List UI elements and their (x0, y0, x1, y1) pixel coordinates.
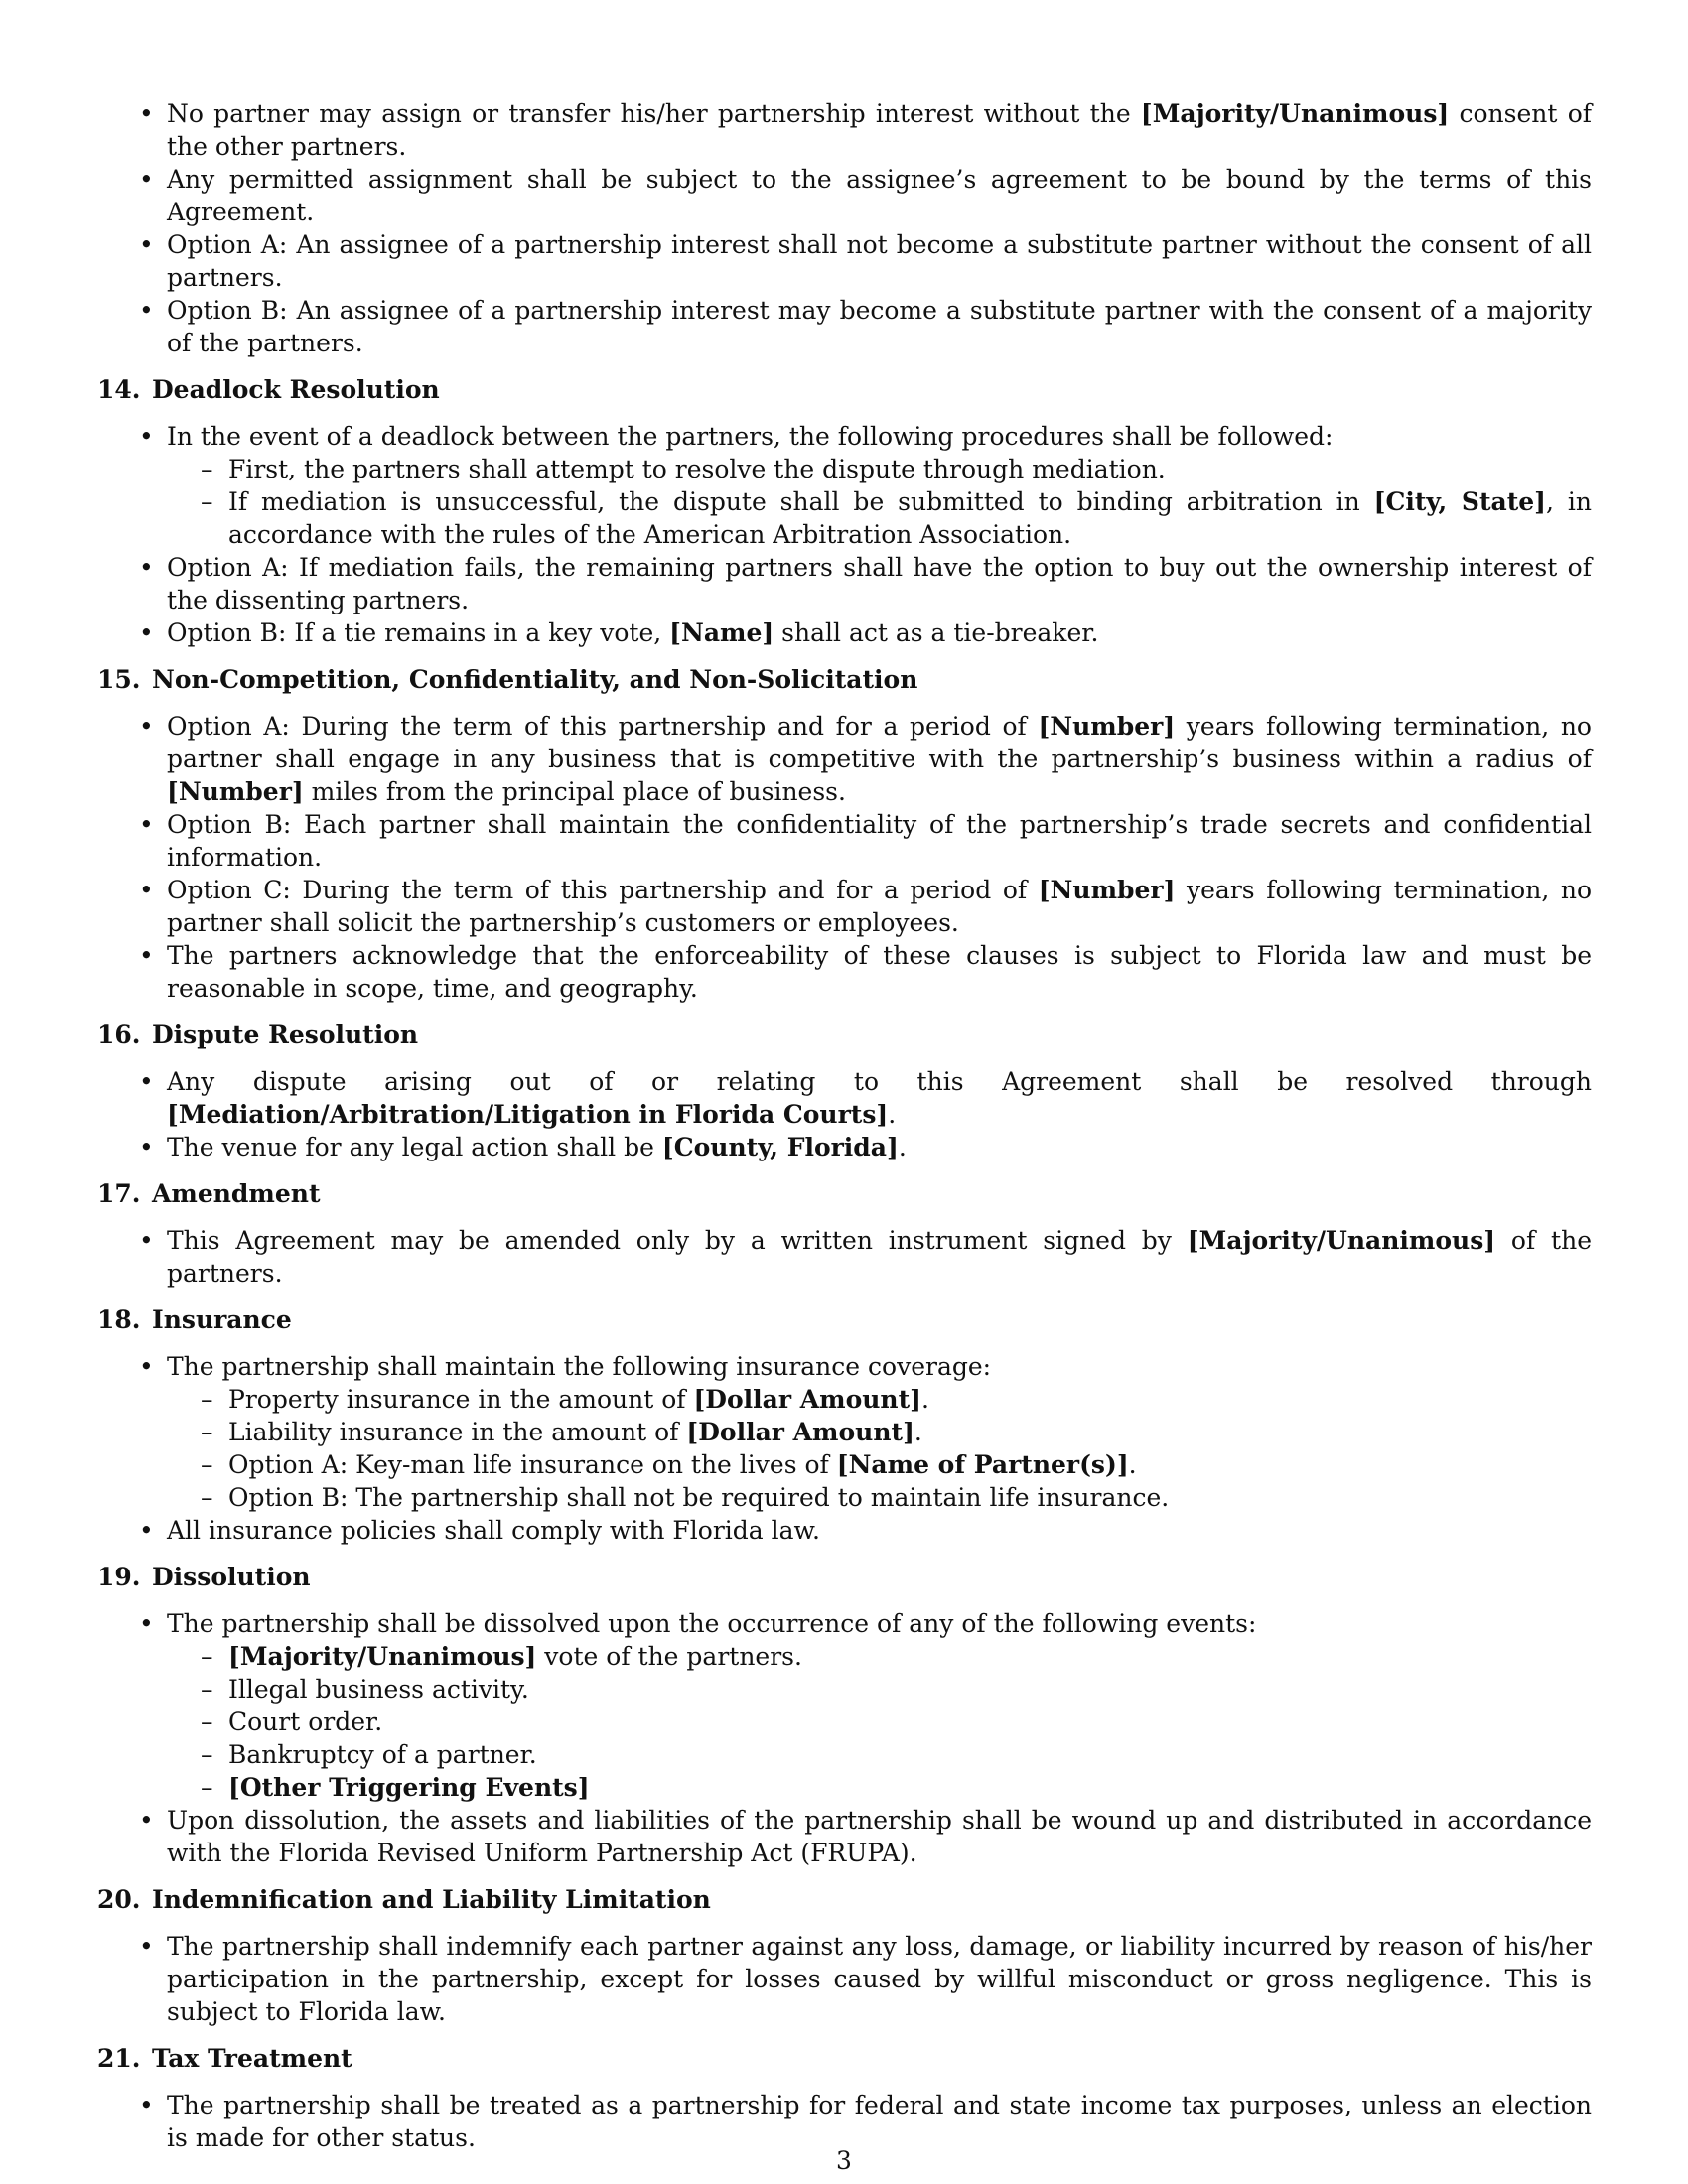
placeholder-field: [Number] (1038, 712, 1176, 741)
section-heading (97, 1019, 1592, 1051)
text-run: Any dispute arising out of or relating to this Agreement shall be resolved through (167, 1067, 1592, 1096)
list-item (167, 939, 1592, 1005)
list-item (167, 1224, 1592, 1290)
text-run: . (914, 1418, 922, 1446)
section-list (97, 1607, 1592, 1869)
sub-list-item (228, 1738, 1592, 1771)
text-run: The venue for any legal action shall be (167, 1133, 662, 1161)
sub-list (167, 1383, 1592, 1514)
text-run: Option B: Each partner shall maintain the confidentiality of the partnership’s trade secrets and confidential information. (167, 810, 1592, 872)
section-number: 19. (97, 1563, 141, 1591)
intro-list (97, 97, 1592, 359)
section-title: Amendment (152, 1179, 321, 1208)
list-item (167, 228, 1592, 294)
text-run: Option A: Key-man life insurance on the lives of (228, 1450, 837, 1479)
section-number: 16. (97, 1021, 141, 1049)
sub-list-item (228, 485, 1592, 551)
list-item (167, 616, 1592, 649)
text-run: . (888, 1100, 897, 1129)
text-run: The partners acknowledge that the enforceability of these clauses is subject to Florida law and must be reasonable in scope, time, and geography. (167, 941, 1592, 1003)
section-title: Deadlock Resolution (152, 375, 440, 404)
section-heading (97, 1561, 1592, 1593)
list-item (167, 163, 1592, 228)
list-item (167, 420, 1592, 551)
placeholder-field: [Majority/Unanimous] (1187, 1226, 1496, 1255)
text-run: Any permitted assignment shall be subject to the assignee’s agreement to be bound by the terms of this Agreement. (167, 165, 1592, 226)
section-list (97, 1065, 1592, 1163)
placeholder-field: [County, Florida] (661, 1133, 899, 1161)
text-run: Liability insurance in the amount of (228, 1418, 687, 1446)
sections-container (97, 373, 1592, 2154)
placeholder-field: [Number] (167, 777, 304, 806)
sub-list-item (228, 1706, 1592, 1738)
list-item (167, 1607, 1592, 1804)
placeholder-field: [Other Triggering Events] (228, 1773, 590, 1802)
placeholder-field: [Majority/Unanimous] (228, 1642, 537, 1671)
text-run: In the event of a deadlock between the partners, the following procedures shall be followed: (167, 422, 1334, 451)
placeholder-field: [Dollar Amount] (686, 1418, 914, 1446)
placeholder-field: [Number] (1038, 876, 1176, 904)
sub-list-item (228, 1771, 1592, 1804)
text-run: consent of the other partners. (167, 99, 1592, 161)
section-heading (97, 663, 1592, 696)
section-heading (97, 373, 1592, 406)
section-number: 20. (97, 1885, 141, 1914)
sub-list (167, 453, 1592, 551)
text-run: vote of the partners. (536, 1642, 802, 1671)
sub-list-item (228, 1448, 1592, 1481)
sub-list-item (228, 453, 1592, 485)
sub-list-item (228, 1481, 1592, 1514)
section-list (97, 710, 1592, 1005)
placeholder-field: [Dollar Amount] (693, 1385, 921, 1414)
text-run: No partner may assign or transfer his/her partnership interest without the (167, 99, 1141, 128)
text-run: Option A: An assignee of a partnership interest shall not become a substitute partner without the consent of all partners. (167, 230, 1592, 292)
section-number: 14. (97, 375, 141, 404)
placeholder-field: [City, State] (1373, 487, 1547, 516)
text-run: Bankruptcy of a partner. (228, 1740, 537, 1769)
sub-list-item (228, 1673, 1592, 1706)
section-title: Tax Treatment (152, 2044, 352, 2073)
text-run: . (920, 1385, 929, 1414)
text-run: Option A: During the term of this partnership and for a period of (167, 712, 1039, 741)
list-item (167, 294, 1592, 359)
sub-list-item (228, 1383, 1592, 1416)
section-list (97, 1224, 1592, 1290)
text-run: Illegal business activity. (228, 1675, 529, 1704)
section-heading (97, 2042, 1592, 2075)
list-item (167, 1804, 1592, 1869)
text-run: Option B: The partnership shall not be required to maintain life insurance. (228, 1483, 1170, 1512)
section-list (97, 1350, 1592, 1547)
placeholder-field: [Mediation/Arbitration/Litigation in Florida Courts] (167, 1100, 889, 1129)
text-run: The partnership shall be dissolved upon the occurrence of any of the following events: (167, 1609, 1257, 1638)
list-item (167, 1131, 1592, 1163)
text-run: The partnership shall be treated as a partnership for federal and state income tax purposes, unless an election is made for other status. (167, 2091, 1592, 2152)
text-run: years following termination, no partner shall engage in any business that is competitive with the partnership’s business within a radius of (167, 712, 1592, 773)
section-title: Dissolution (152, 1563, 311, 1591)
section-number: 17. (97, 1179, 141, 1208)
section-list (97, 1930, 1592, 2028)
text-run: , in accordance with the rules of the American Arbitration Association. (228, 487, 1592, 549)
text-run: The partnership shall indemnify each partner against any loss, damage, or liability incurred by reason of his/her participation in the partnership, except for losses caused by willful misconduct or gross negligence. This is subject to Florida law. (167, 1932, 1592, 2026)
page-number: 3 (836, 2146, 852, 2175)
text-run: miles from the principal place of business. (303, 777, 846, 806)
text-run: Property insurance in the amount of (228, 1385, 694, 1414)
section-title: Insurance (152, 1305, 292, 1334)
text-run: First, the partners shall attempt to resolve the dispute through mediation. (228, 455, 1166, 483)
section-title: Indemnification and Liability Limitation (152, 1885, 711, 1914)
section-heading (97, 1303, 1592, 1336)
text-run: The partnership shall maintain the following insurance coverage: (167, 1352, 992, 1381)
section-title: Non-Competition, Confidentiality, and Non-Solicitation (152, 665, 918, 694)
section-number: 15. (97, 665, 141, 694)
section-title: Dispute Resolution (152, 1021, 419, 1049)
section-heading (97, 1883, 1592, 1916)
text-run: of the partners. (167, 1226, 1593, 1288)
text-run: years following termination, no partner shall solicit the partnership’s customers or employees. (167, 876, 1593, 937)
text-run: Option A: If mediation fails, the remaining partners shall have the option to buy out the ownership interest of the dissenting partners. (167, 553, 1592, 614)
placeholder-field: [Name] (669, 618, 774, 647)
text-run: Option B: If a tie remains in a key vote, (167, 618, 670, 647)
text-run: If mediation is unsuccessful, the dispute shall be submitted to binding arbitration in (228, 487, 1374, 516)
list-item (167, 1350, 1592, 1514)
list-item (167, 1514, 1592, 1547)
page-content (97, 97, 1592, 2168)
list-item (167, 1065, 1592, 1131)
section-heading (97, 1177, 1592, 1210)
section-number: 18. (97, 1305, 141, 1334)
text-run: Upon dissolution, the assets and liabilities of the partnership shall be wound up and distributed in accordance with the Florida Revised Uniform Partnership Act (FRUPA). (167, 1806, 1592, 1867)
list-item (167, 551, 1592, 616)
text-run: . (1128, 1450, 1137, 1479)
list-item (167, 1930, 1592, 2028)
text-run: Option B: An assignee of a partnership interest may become a substitute partner with the consent of a majority of the partners. (167, 296, 1592, 357)
section-list (97, 420, 1592, 649)
text-run: This Agreement may be amended only by a written instrument signed by (167, 1226, 1188, 1255)
sub-list (167, 1640, 1592, 1804)
list-item (167, 710, 1592, 808)
placeholder-field: [Majority/Unanimous] (1140, 99, 1450, 128)
list-item (167, 808, 1592, 874)
section-number: 21. (97, 2044, 141, 2073)
sub-list-item (228, 1416, 1592, 1448)
placeholder-field: [Name of Partner(s)] (836, 1450, 1129, 1479)
text-run: Court order. (228, 1707, 383, 1736)
list-item (167, 97, 1592, 163)
text-run: Option C: During the term of this partnership and for a period of (167, 876, 1039, 904)
sub-list-item (228, 1640, 1592, 1673)
text-run: shall act as a tie-breaker. (774, 618, 1099, 647)
text-run: All insurance policies shall comply with Florida law. (167, 1516, 820, 1545)
list-item (167, 874, 1592, 939)
text-run: . (898, 1133, 907, 1161)
